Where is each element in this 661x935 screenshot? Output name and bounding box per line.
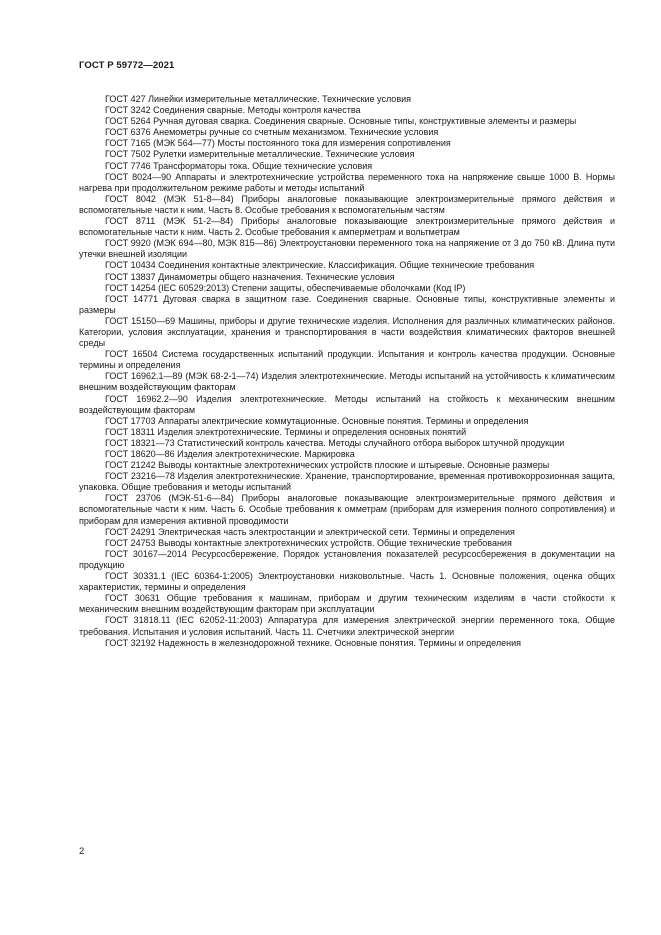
reference-item: ГОСТ 24291 Электрическая часть электростанции и электрической сети. Термины и определения <box>105 526 515 537</box>
reference-item: ГОСТ 18311 Изделия электротехнические. Термины и определения основных понятий <box>105 426 467 437</box>
reference-item: ГОСТ 18321—73 Статистический контроль качества. Методы случайного отбора выборок штучной продукции <box>105 437 565 448</box>
reference-item: ГОСТ 24753 Выводы контактные электротехнических устройств. Общие технические требования <box>105 537 512 548</box>
reference-item: ГОСТ 16962.1—89 (МЭК 68-2-1—74) Изделия электротехнические. Методы испытаний на устойчивость к климатическим внешним воздействующим факторам <box>79 371 615 393</box>
reference-item: ГОСТ 14771 Дуговая сварка в защитном газе. Соединения сварные. Основные типы, конструктивные элементы и размеры <box>79 293 615 315</box>
reference-item: ГОСТ 32192 Надежность в железнодорожной технике. Основные понятия. Термины и определения <box>105 637 522 648</box>
reference-item: ГОСТ 7165 (МЭК 564—77) Мосты постоянного тока для измерения сопротивления <box>105 138 451 149</box>
reference-item: ГОСТ 3242 Соединения сварные. Методы контроля качества <box>105 105 361 116</box>
reference-item: ГОСТ 30331.1 (IEC 60364-1:2005) Электроустановки низковольтные. Часть 1. Основные положения, оценка общих характеристик, термины и определения <box>79 571 615 593</box>
reference-item: ГОСТ 15150—69 Машины, приборы и другие технические изделия. Исполнения для различных климатических районов. Категории, условия эксплуатации, хранения и транспортирования в части воздействия климатических факторов внешней среды <box>79 315 615 349</box>
references-list <box>79 94 615 649</box>
reference-item: ГОСТ 18620—86 Изделия электротехнические. Маркировка <box>105 449 355 459</box>
reference-item: ГОСТ 10434 Соединения контактные электрические. Классификация. Общие технические требования <box>105 260 535 271</box>
reference-item: ГОСТ 16962.2—90 Изделия электротехнические. Методы испытаний на стойкость к механическим внешним воздействующим факторам <box>79 393 615 415</box>
reference-item: ГОСТ 14254 (IEC 60529:2013) Степени защиты, обеспечиваемые оболочками (Код IP) <box>105 282 466 293</box>
reference-item: ГОСТ 8042 (МЭК 51-8—84) Приборы аналоговые показывающие электроизмерительные прямого действия и вспомогательные части к ним. Часть 8. Особые требования к вспомогательным частям <box>79 193 615 215</box>
reference-item: ГОСТ 7502 Рулетки измерительные металлические. Технические условия <box>105 149 415 160</box>
document-header: ГОСТ Р 59772—2021 <box>79 60 175 71</box>
reference-item: ГОСТ 13837 Динамометры общего назначения. Технические условия <box>105 271 395 282</box>
reference-item: ГОСТ 23706 (МЭК-51-6—84) Приборы аналоговые показывающие электроизмерительные прямого действия и вспомогательные части к ним. Часть 6. Особые требования к омметрам (приборам для измерения полного сопротивления) и приборам для измерения активной проводимости <box>79 493 615 526</box>
reference-item: ГОСТ 31818.11 (IEC 62052-11:2003) Аппаратура для измерения электрической энергии переменного тока. Общие требования. Испытания и условия испытаний. Часть 11. Счетчики электрической энергии <box>79 615 615 637</box>
reference-item: ГОСТ 5264 Ручная дуговая сварка. Соединения сварные. Основные типы, конструктивные элементы и размеры <box>105 116 577 127</box>
reference-item: ГОСТ 30167—2014 Ресурсосбережение. Порядок установления показателей ресурсосбережения в документации на продукцию <box>79 548 615 570</box>
reference-item: ГОСТ 8024—90 Аппараты и электротехнические устройства переменного тока на напряжение свыше 1000 В. Нормы нагрева при продолжительном режиме работы и методы испытаний <box>79 171 615 193</box>
reference-item: ГОСТ 16504 Система государственных испытаний продукции. Испытания и контроль качества продукции. Основные термины и определения <box>79 349 615 371</box>
reference-item: ГОСТ 9920 (МЭК 694—80, МЭК 815—86) Электроустановки переменного тока на напряжение от 3 до 750 кВ. Длина пути утечки внешней изоляции <box>79 238 615 260</box>
reference-item: ГОСТ 6376 Анемометры ручные со счетным механизмом. Технические условия <box>105 127 439 138</box>
reference-item: ГОСТ 7746 Трансформаторы тока. Общие технические условия <box>105 160 373 171</box>
reference-item: ГОСТ 30631 Общие требования к машинам, приборам и другим техническим изделиям в части стойкости к механическим внешним воздействующим факторам при эксплуатации <box>79 593 615 615</box>
reference-item: ГОСТ 23216—78 Изделия электротехнические. Хранение, транспортирование, временная противокоррозионная защита, упаковка. Общие требования и методы испытаний <box>79 471 615 493</box>
reference-item: ГОСТ 427 Линейки измерительные металлические. Технические условия <box>105 94 411 104</box>
reference-item: ГОСТ 17703 Аппараты электрические коммутационные. Основные понятия. Термины и определения <box>105 415 529 426</box>
reference-item: ГОСТ 8711 (МЭК 51-2—84) Приборы аналоговые показывающие электроизмерительные прямого действия и вспомогательные части к ним. Часть 2. Особые требования к амперметрам и вольтметрам <box>79 216 615 238</box>
page-number: 2 <box>79 846 85 857</box>
reference-item: ГОСТ 21242 Выводы контактные электротехнических устройств плоские и штыревые. Основные размеры <box>105 460 550 471</box>
